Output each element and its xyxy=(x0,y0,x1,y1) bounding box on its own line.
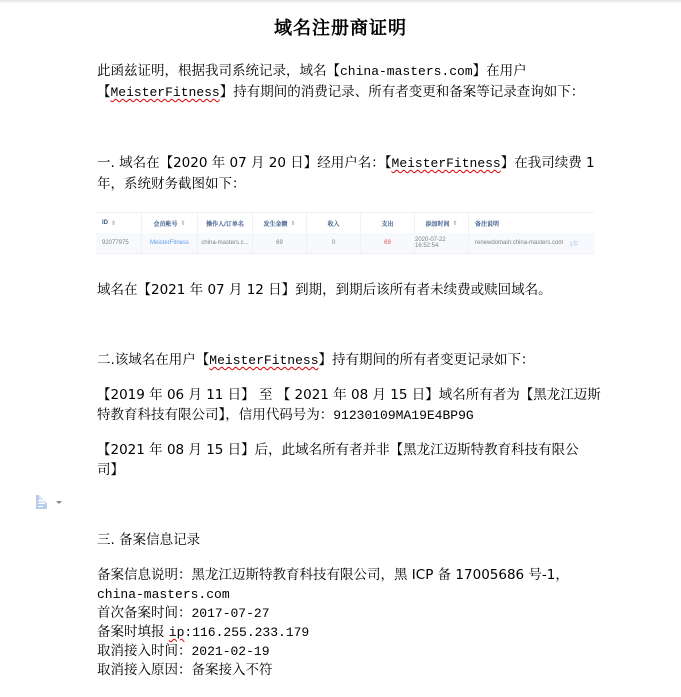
domain-name: china-masters.com xyxy=(340,64,473,79)
label: 首次备案时间： xyxy=(97,605,192,621)
sort-icon: ⇕ xyxy=(452,220,458,227)
col-expense: 支出 xyxy=(361,213,415,233)
cell-operator: china-masters.c... xyxy=(198,233,253,253)
finance-table-screenshot xyxy=(96,212,594,252)
filing-ip: :116.255.233.179 xyxy=(184,625,310,640)
document-icon[interactable] xyxy=(36,495,47,509)
paragraph-options[interactable] xyxy=(36,495,62,509)
section-2-text: 二.该域名在用户【 xyxy=(97,352,210,368)
expiry-paragraph: 域名在【2021 年 07 月 12 日】到期，到期后该所有者未续费或赎回域名。 xyxy=(97,282,552,298)
bracket: 【 xyxy=(97,84,111,100)
username: MeisterFitness xyxy=(110,85,220,100)
caret-down-icon[interactable] xyxy=(56,501,62,504)
filing-desc: 备案信息说明：黑龙江迈斯特教育科技有限公司，黑 ICP 备 17005686 号-1， xyxy=(97,567,569,583)
section-2-heading xyxy=(97,350,607,371)
cell-amount: 69 xyxy=(253,233,307,253)
table-row xyxy=(96,233,594,254)
cancel-reason: 备案接入不符 xyxy=(191,662,273,678)
col-note: 备注说明 xyxy=(475,221,500,228)
ip-word: ip xyxy=(168,625,185,640)
section-3-heading: 三. 备案信息记录 xyxy=(97,532,201,548)
cell-id: 92077975 xyxy=(96,233,142,253)
cell-note: renewdomain:china-masters.com 1年 xyxy=(475,240,579,248)
table-header xyxy=(96,212,594,233)
col-income: 收入 xyxy=(307,213,361,233)
credit-code: 91230109MA19E4BP9G xyxy=(333,408,474,423)
section-1 xyxy=(97,153,607,194)
window-top-shadow xyxy=(0,0,681,4)
filing-info xyxy=(97,566,607,680)
cell-expense: 69 xyxy=(361,233,415,253)
col-amount: 发生金额 ⇕ xyxy=(253,213,307,233)
owner-period-paragraph xyxy=(97,385,607,426)
sort-icon: ⇕ xyxy=(290,220,296,227)
section-1-text: 一. 域名在【2020 年 07 月 20 日】经用户名：【 xyxy=(97,155,392,171)
first-filing-date: 2017-07-27 xyxy=(191,606,270,621)
col-time: 添加时间 ⇕ xyxy=(415,213,469,233)
username: MeisterFitness xyxy=(391,156,501,171)
col-member: 会员帐号 ⇕ xyxy=(142,213,198,233)
intro-text: 】在用户 xyxy=(472,63,527,79)
col-operator: 操作人/订单名 xyxy=(198,213,253,233)
section-1-text: 年，系统财务截图如下： xyxy=(97,176,246,192)
username: MeisterFitness xyxy=(209,353,319,368)
section-1-text: 】在我司续费 1 xyxy=(500,155,595,171)
intro-paragraph xyxy=(97,61,607,103)
owner-text: 【2021 年 08 月 15 日】后，此域名所有者并非【黑龙江迈斯特教育科技有限公 xyxy=(97,442,579,458)
owner-after-paragraph xyxy=(97,440,607,480)
intro-text: 】持有期间的消费记录、所有者变更和备案等记录查询如下： xyxy=(219,84,585,100)
owner-text: 特教育科技有限公司】，信用代码号为： xyxy=(97,407,334,423)
cell-time: 2020-07-22 16:52:54 xyxy=(415,233,469,253)
col-id: ID ⇕ xyxy=(96,213,142,233)
page-title: 域名注册商证明 xyxy=(274,18,407,39)
filing-domain: china-masters.com xyxy=(97,587,230,602)
label: 取消接入时间： xyxy=(97,643,192,659)
owner-text: 司】 xyxy=(97,462,124,478)
section-2-text: 】持有期间的所有者变更记录如下： xyxy=(318,352,535,368)
sort-icon: ⇕ xyxy=(180,220,186,227)
intro-text: 此函兹证明，根据我司系统记录，域名【 xyxy=(97,63,340,79)
cancel-time: 2021-02-19 xyxy=(191,644,270,659)
label: 备案时填报 xyxy=(97,624,169,640)
cell-member-link: MeisterFitness xyxy=(142,233,198,253)
label: 取消接入原因： xyxy=(97,662,192,678)
owner-text: 【2019 年 06 月 11 日】 至 【 2021 年 08 月 15 日】域名所有者为【黑龙江迈斯 xyxy=(97,387,601,403)
cell-income: 0 xyxy=(307,233,361,253)
sort-icon: ⇕ xyxy=(111,220,117,227)
